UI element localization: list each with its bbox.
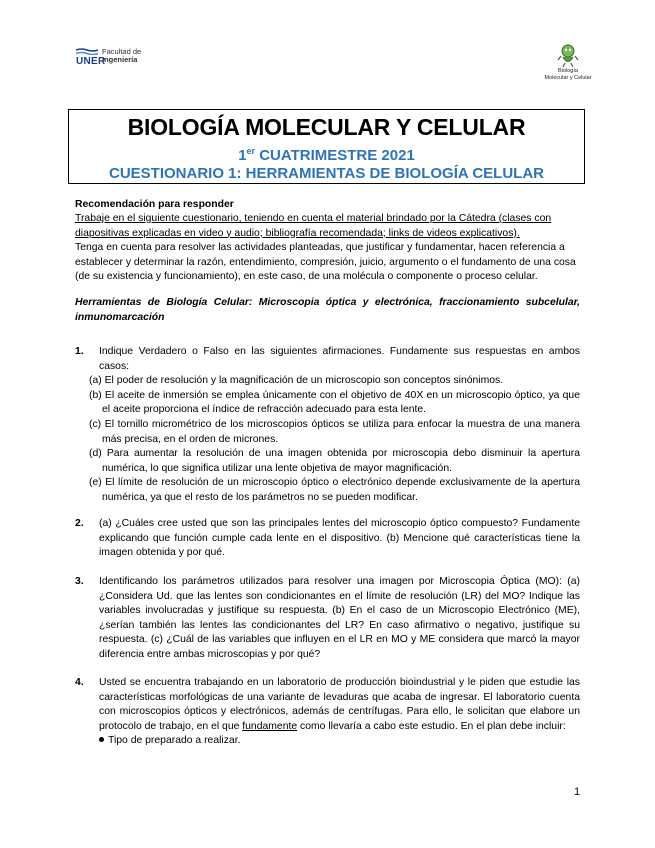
question-text: (a) ¿Cuáles cree usted que son las principales lentes del microscopio óptico compuesto? Fundamente explicando que función cumple cada lente en el dispositivo. (b) Mencione qué características tiene la imagen obtenida y por qué.	[99, 518, 580, 559]
question-number: 1.	[75, 346, 84, 357]
question-text-part1: Usted se encuentra trabajando en un laboratorio de producción bioindustrial y le piden que estudie las características morfológicas de una variante de levaduras que acaba de ingresar. El laboratorio cuenta con microscopios ópticos y electrónicos, además de centrífugas. Para ello, le solicitan que elabore un protocolo de trabajo, en el que	[99, 677, 580, 732]
question-2	[75, 517, 580, 561]
bullet-text: Tipo de preparado a realizar.	[108, 735, 241, 747]
term-text: CUATRIMESTRE 2021	[255, 147, 415, 164]
question-text	[99, 676, 580, 734]
question-item: (c) El tornillo micrométrico de los microscopios ópticos se utiliza para enfocar la muestra de una manera más precisa, en el orden de micrones.	[89, 418, 580, 445]
recommendation-heading: Recomendación para responder	[75, 199, 234, 210]
course-logo-line1: Biología	[558, 68, 578, 74]
recommendation-underlined-text: Trabaje en el siguiente cuestionario, teniendo en cuenta el material brindado por la Cátedra (clases con diapositivas explicadas en video y audio; bibliografía recomendada; links de videos explicativos)	[75, 213, 552, 239]
course-logo-line2: Molecular y Celular	[544, 74, 592, 81]
emphasis-word: fundamente	[242, 720, 298, 732]
term-number: 1	[238, 147, 247, 164]
bullet-item	[99, 734, 580, 749]
question-intro: Indique Verdadero o Falso en las siguientes afirmaciones. Fundamente sus respuestas en ambos casos:	[99, 346, 580, 372]
cell-mascot-icon	[555, 42, 581, 68]
topic-heading: Herramientas de Biología Celular: Microscopia óptica y electrónica, fraccionamiento subcelular, inmunomarcación	[75, 297, 580, 323]
page-number: 1	[574, 786, 581, 798]
uner-brand: UNER	[76, 56, 106, 67]
question-4	[75, 676, 580, 749]
recommendation-text: Tenga en cuenta para resolver las actividades planteadas, que justificar y fundamentar, hacen referencia a establecer y determinar la razón, entendimiento, compresión, juicio, argumento o el fundamento de una cosa (de su existencia y funcionamiento), en este caso, de una molécula o componente o proceso celular.	[75, 242, 576, 283]
question-item: (d) Para aumentar la resolución de una imagen obtenida por microscopia debo disminuir la apertura numérica, lo que significa utilizar una lente objetiva de mayor magnificación.	[89, 448, 580, 474]
question-item: (b) El aceite de inmersión se emplea únicamente con el objetivo de 40X en un microscopio óptico, ya que el aceite proporciona el índice de refracción adecuado para esta lente.	[89, 389, 580, 416]
document-title: BIOLOGÍA MOLECULAR Y CELULAR	[127, 114, 526, 140]
question-number: 2.	[75, 518, 84, 529]
term-heading	[69, 146, 584, 164]
uner-logo	[76, 48, 156, 68]
questionnaire-title: CUESTIONARIO 1: HERRAMIENTAS DE BIOLOGÍA CELULAR	[108, 165, 544, 182]
question-item: (e) El límite de resolución de un microscopio óptico o electrónico depende exclusivamente de la apertura numérica, ya que el resto de los parámetros no se pueden modificar.	[89, 477, 580, 503]
faculty-line2: Ingeniería	[102, 55, 138, 64]
term-ordinal: er	[246, 146, 256, 156]
waves-icon	[76, 48, 98, 55]
question-number: 4.	[75, 677, 84, 688]
question-item: (a) El poder de resolución y la magnificación de un microscopio son conceptos sinónimos.	[89, 375, 504, 387]
faculty-name	[102, 48, 141, 64]
question-text: Identificando los parámetros utilizados para resolver una imagen por Microscopia Óptica (MO): (a) ¿Considera Ud. que las lentes son condicionantes en el límite de resolución (LR) del MO? Indique las variables involucradas y justifique su respuesta. (b) En el caso de un Microscopio Electrónico (ME), ¿serían también las lentes las condicionantes del LR? En caso afirmativo o negativo, justifique su respuesta. (c) ¿Cuál de las variables que influyen en el LR en MO y ME considera que marcó la mayor diferencia entre ambas microscopias y por qué?	[99, 576, 580, 660]
recommendation-underlined	[75, 212, 580, 241]
faculty-line1: Facultad de	[102, 47, 142, 56]
question-number: 3.	[75, 576, 84, 587]
course-logo	[536, 42, 600, 88]
question-text-part2: como llevaría a cabo este estudio. En el plan debe incluir:	[297, 720, 566, 732]
question-3	[75, 575, 580, 663]
title-box	[68, 109, 585, 184]
bullet-icon	[99, 737, 104, 742]
recommendation-period: .	[516, 227, 520, 239]
course-logo-caption	[536, 68, 600, 81]
question-1	[75, 345, 580, 506]
